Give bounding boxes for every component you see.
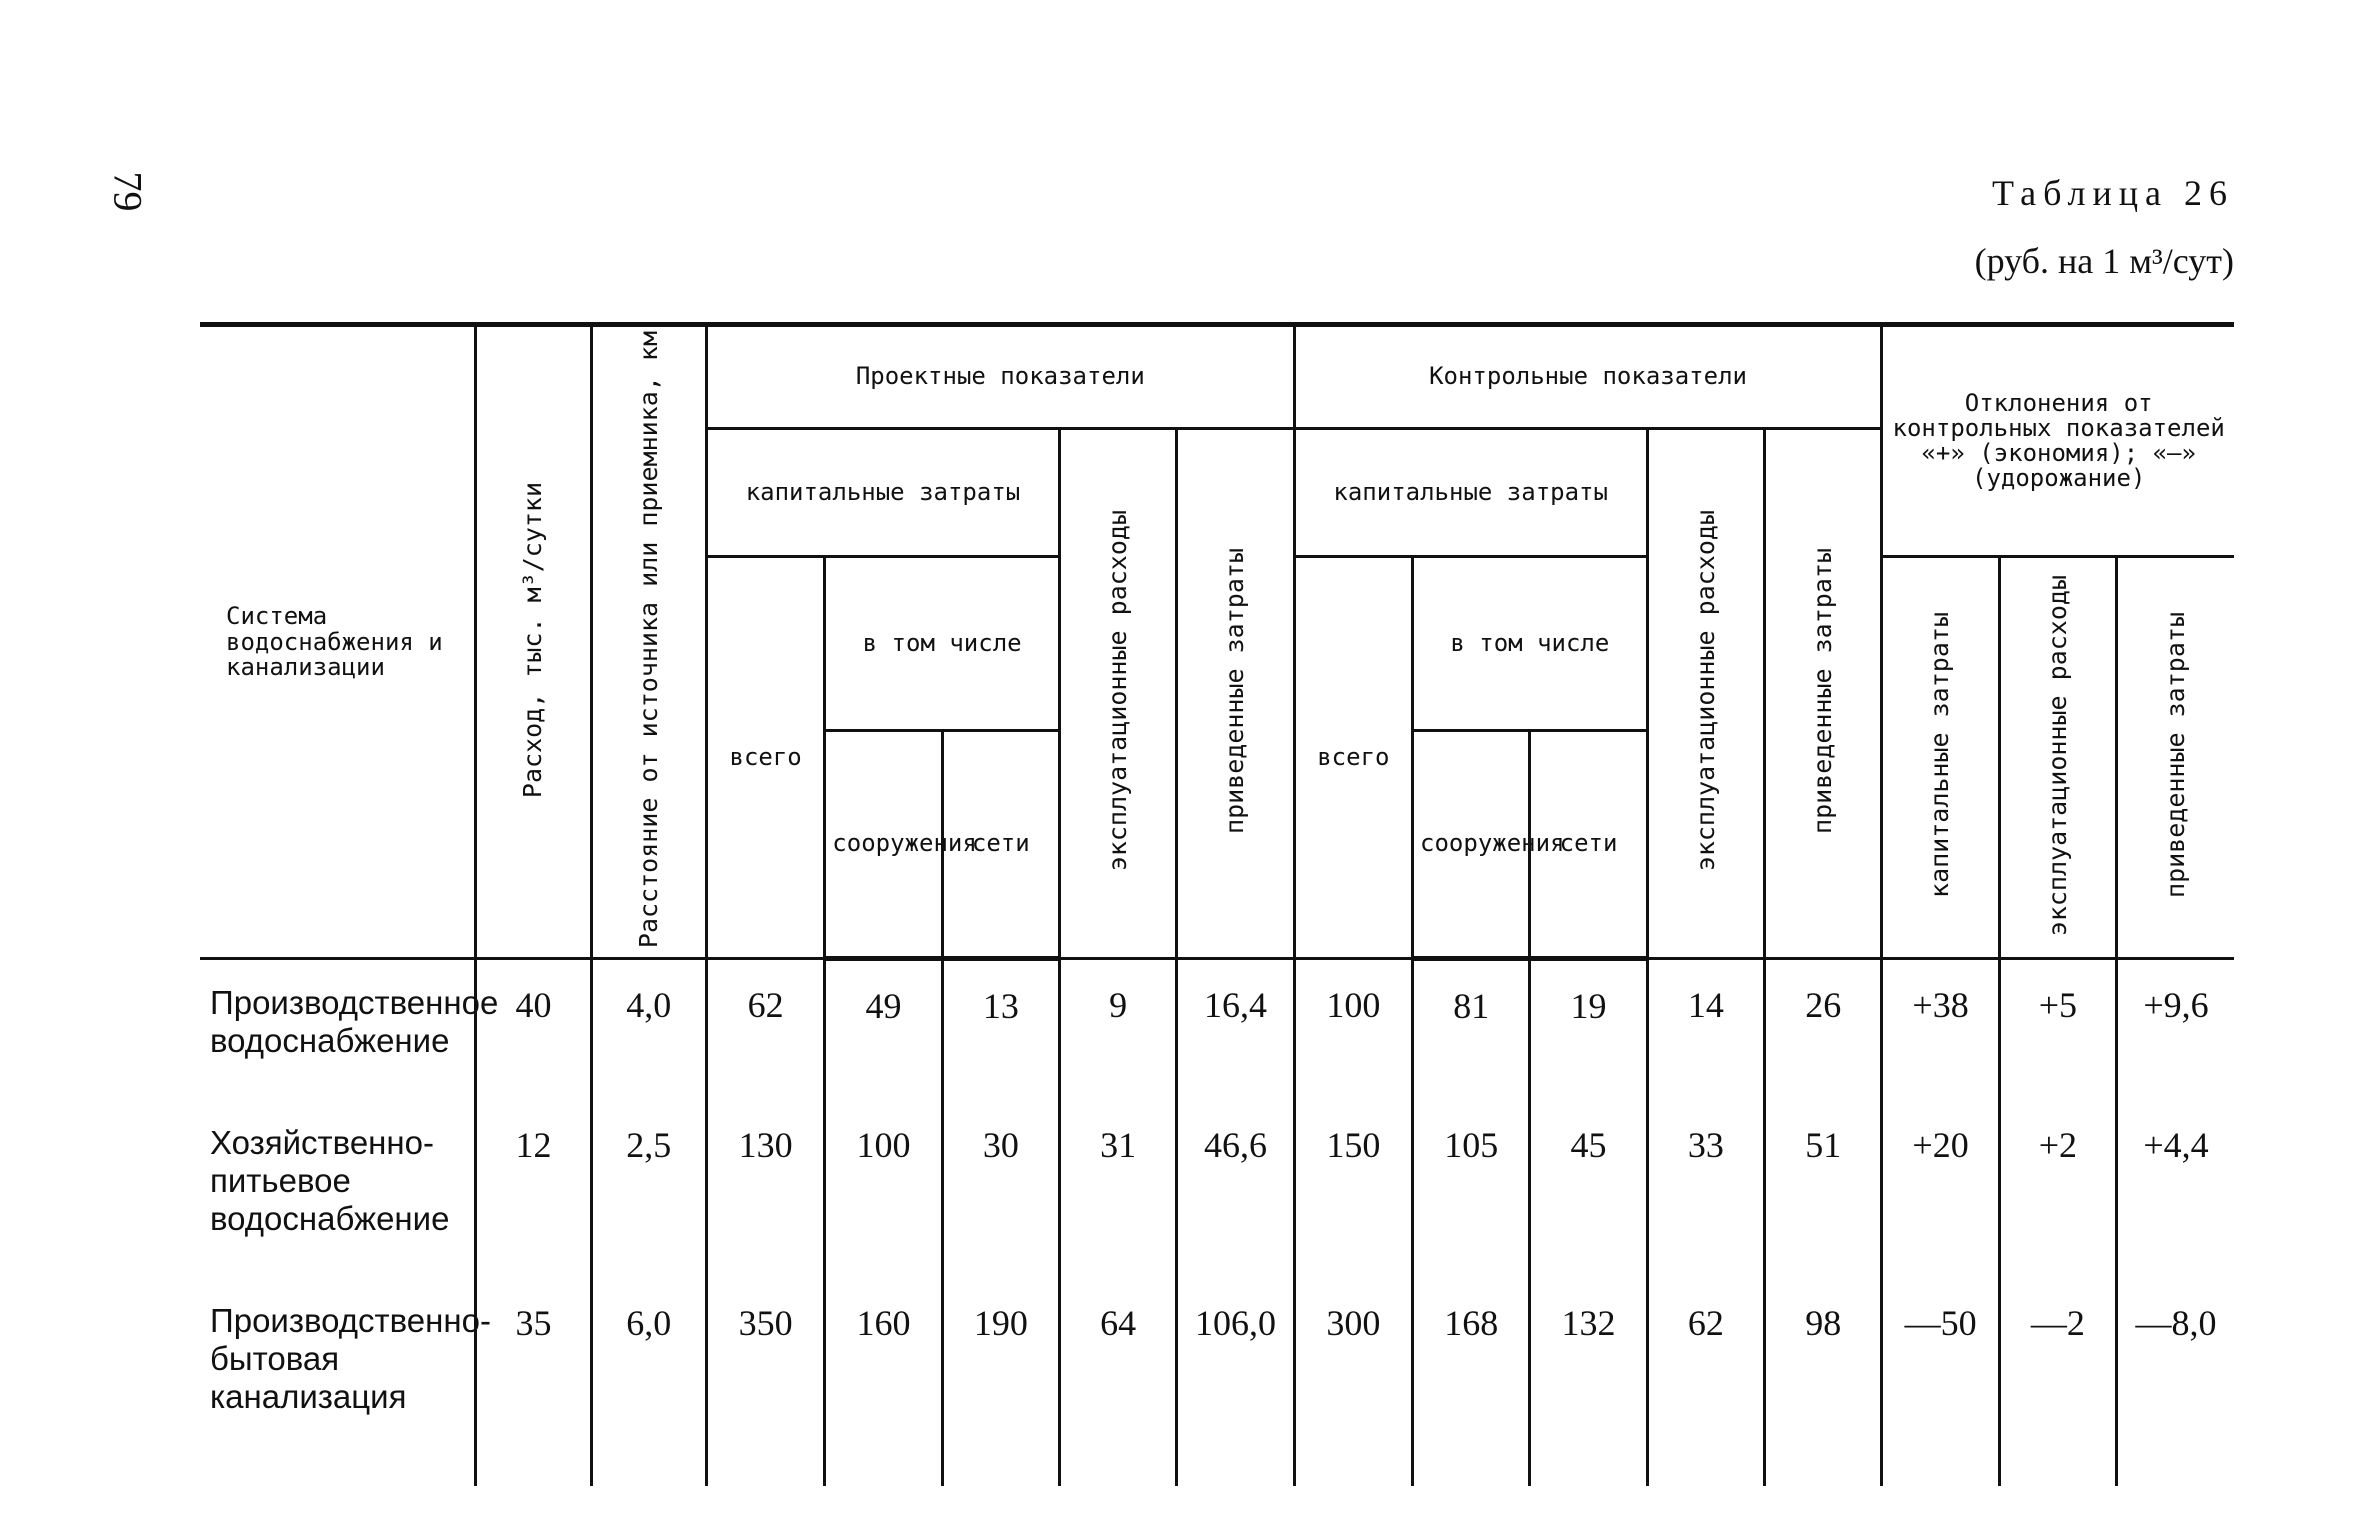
- row-name: Производственно-бытовая канализация: [210, 1301, 491, 1415]
- header-flow: Расход, тыс. м³/сутки: [476, 325, 591, 959]
- header-dev-reduced: приведенные затраты: [2117, 557, 2234, 959]
- header-dev-operating: эксплуатационные расходы: [1999, 557, 2116, 959]
- header-project-including: в том числе: [825, 557, 1060, 730]
- page-number: 79: [105, 171, 151, 212]
- cell-control-operating: 62: [1647, 1278, 1764, 1486]
- header-distance: Расстояние от источника или приемника, км: [591, 325, 706, 959]
- header-project-total: всего: [706, 557, 824, 959]
- cell-project-operating: 64: [1059, 1278, 1176, 1486]
- header-control-structures: сооружения: [1413, 730, 1530, 959]
- header-control-group: Контрольные показатели: [1294, 325, 1882, 429]
- cell-project-structures: 160: [825, 1278, 942, 1486]
- table-row: [200, 1278, 2234, 1486]
- cell-dev-operating: +5: [1999, 959, 2116, 1100]
- cell-control-structures: 105: [1413, 1100, 1530, 1278]
- cell-project-total: 130: [706, 1100, 824, 1278]
- cell-dev-capital: +38: [1882, 959, 1999, 1100]
- data-table: [200, 322, 2234, 1486]
- cell-project-operating: 31: [1059, 1100, 1176, 1278]
- cell-control-networks: 132: [1530, 1278, 1647, 1486]
- row-name: Хозяйственно-питьевое водоснабжение: [210, 1124, 450, 1238]
- header-system: Система водоснабжения и канализации: [200, 325, 476, 959]
- table-title: Таблица 26: [1992, 173, 2234, 213]
- table-row: [200, 1100, 2234, 1278]
- cell-project-reduced: 106,0: [1177, 1278, 1294, 1486]
- cell-project-total: 62: [706, 959, 824, 1100]
- header-project-structures: сооружения: [825, 730, 942, 959]
- cell-project-networks: 190: [942, 1278, 1059, 1486]
- cell-control-total: 100: [1294, 959, 1412, 1100]
- header-deviation-group: Отклонения от контрольных показателей «+» (экономия); «—» (удорожание): [1882, 325, 2234, 557]
- cell-dev-reduced: +9,6: [2117, 959, 2234, 1100]
- header-control-operating: эксплуатационные расходы: [1647, 429, 1764, 959]
- cell-control-operating: 14: [1647, 959, 1764, 1100]
- table-units: (руб. на 1 м³/сут): [1974, 241, 2234, 281]
- header-project-capital: капитальные затраты: [706, 429, 1059, 557]
- header-control-total: всего: [1294, 557, 1412, 959]
- cell-control-total: 300: [1294, 1278, 1412, 1486]
- header-dev-capital: капитальные затраты: [1882, 557, 1999, 959]
- header-project-group: Проектные показатели: [706, 325, 1294, 429]
- cell-distance: 4,0: [591, 959, 706, 1100]
- header-project-reduced: приведенные затраты: [1177, 429, 1294, 959]
- cell-dev-capital: —50: [1882, 1278, 1999, 1486]
- cell-project-networks: 13: [942, 959, 1059, 1100]
- header-control-capital: капитальные затраты: [1294, 429, 1647, 557]
- cell-control-operating: 33: [1647, 1100, 1764, 1278]
- cell-dev-operating: +2: [1999, 1100, 2116, 1278]
- header-project-operating: эксплуатационные расходы: [1059, 429, 1176, 959]
- cell-project-reduced: 16,4: [1177, 959, 1294, 1100]
- cell-control-reduced: 51: [1765, 1100, 1882, 1278]
- table-row: [200, 959, 2234, 1100]
- cell-control-structures: 168: [1413, 1278, 1530, 1486]
- cell-control-networks: 45: [1530, 1100, 1647, 1278]
- cell-dev-operating: —2: [1999, 1278, 2116, 1486]
- header-project-networks: сети: [942, 730, 1059, 959]
- cell-project-networks: 30: [942, 1100, 1059, 1278]
- row-name: Производственное водоснабжение: [210, 984, 499, 1060]
- cell-control-networks: 19: [1530, 959, 1647, 1100]
- header-control-including: в том числе: [1413, 557, 1648, 730]
- cell-project-total: 350: [706, 1278, 824, 1486]
- header-control-networks: сети: [1530, 730, 1647, 959]
- cell-distance: 2,5: [591, 1100, 706, 1278]
- cell-flow: 40: [476, 959, 591, 1100]
- cell-project-structures: 49: [825, 959, 942, 1100]
- cell-project-reduced: 46,6: [1177, 1100, 1294, 1278]
- cell-flow: 12: [476, 1100, 591, 1278]
- cell-flow: 35: [476, 1278, 591, 1486]
- cell-dev-reduced: +4,4: [2117, 1100, 2234, 1278]
- cell-distance: 6,0: [591, 1278, 706, 1486]
- cell-dev-reduced: —8,0: [2117, 1278, 2234, 1486]
- cell-control-reduced: 98: [1765, 1278, 1882, 1486]
- cost-table: [200, 322, 2234, 1486]
- cell-dev-capital: +20: [1882, 1100, 1999, 1278]
- cell-control-structures: 81: [1413, 959, 1530, 1100]
- cell-control-reduced: 26: [1765, 959, 1882, 1100]
- header-control-reduced: приведенные затраты: [1765, 429, 1882, 959]
- cell-project-operating: 9: [1059, 959, 1176, 1100]
- cell-project-structures: 100: [825, 1100, 942, 1278]
- cell-control-total: 150: [1294, 1100, 1412, 1278]
